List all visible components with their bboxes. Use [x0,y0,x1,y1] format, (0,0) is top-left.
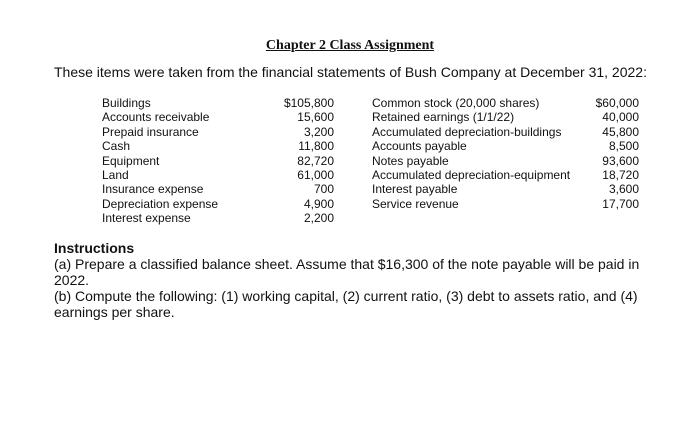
item-value: 17,700 [602,196,639,211]
item-label: Accounts receivable [102,110,210,125]
item-value: 3,600 [608,182,639,197]
item-value: 93,600 [602,153,639,168]
item-value: 8,500 [608,139,639,154]
item-label: Insurance expense [102,182,204,197]
item-value: 4,900 [303,196,334,211]
item-value: 61,000 [297,167,334,182]
item-value: 700 [313,182,334,197]
item-value: 11,800 [298,139,334,154]
right-labels-column [372,96,570,211]
left-labels-column [102,96,218,226]
instructions-section [54,240,654,320]
item-value: 2,200 [303,211,334,226]
instructions-heading: Instructions [54,240,135,256]
item-label: Service revenue [372,196,459,211]
item-value: 82,720 [297,153,334,168]
item-label: Accounts payable [372,139,467,154]
item-label: Land [102,167,129,182]
instruction-b: (b) Compute the following: (1) working capital, (2) current ratio, (3) debt to assets ratio, and (4) earnings per share. [54,288,638,320]
item-value: 3,200 [303,124,334,139]
left-values-column [268,96,334,226]
page-title: Chapter 2 Class Assignment [265,38,435,53]
item-label: Interest payable [372,182,458,197]
item-label: Prepaid insurance [102,124,199,139]
instruction-a: (a) Prepare a classified balance sheet. Assume that $16,300 of the note payable will be paid in 2022. [54,256,640,288]
item-value: 15,600 [297,110,334,125]
item-label: Depreciation expense [102,196,219,211]
item-label: Common stock (20,000 shares) [372,96,540,110]
item-label: Accumulated depreciation-buildings [372,124,562,139]
item-value: 45,800 [602,124,639,139]
intro-text: These items were taken from the financial statements of Bush Company at December 31, 2022: [54,64,647,80]
item-value: 40,000 [602,110,639,125]
item-value: 18,720 [602,167,639,182]
item-label: Buildings [102,96,151,110]
item-label: Cash [102,139,131,154]
right-values-column [575,96,639,211]
item-value: $60,000 [595,96,639,110]
item-label: Accumulated depreciation-equipment [372,167,571,182]
item-label: Equipment [102,153,160,168]
item-label: Notes payable [372,153,449,168]
item-value: $105,800 [283,96,334,110]
item-label: Retained earnings (1/1/22) [372,110,515,125]
item-label: Interest expense [102,211,191,226]
